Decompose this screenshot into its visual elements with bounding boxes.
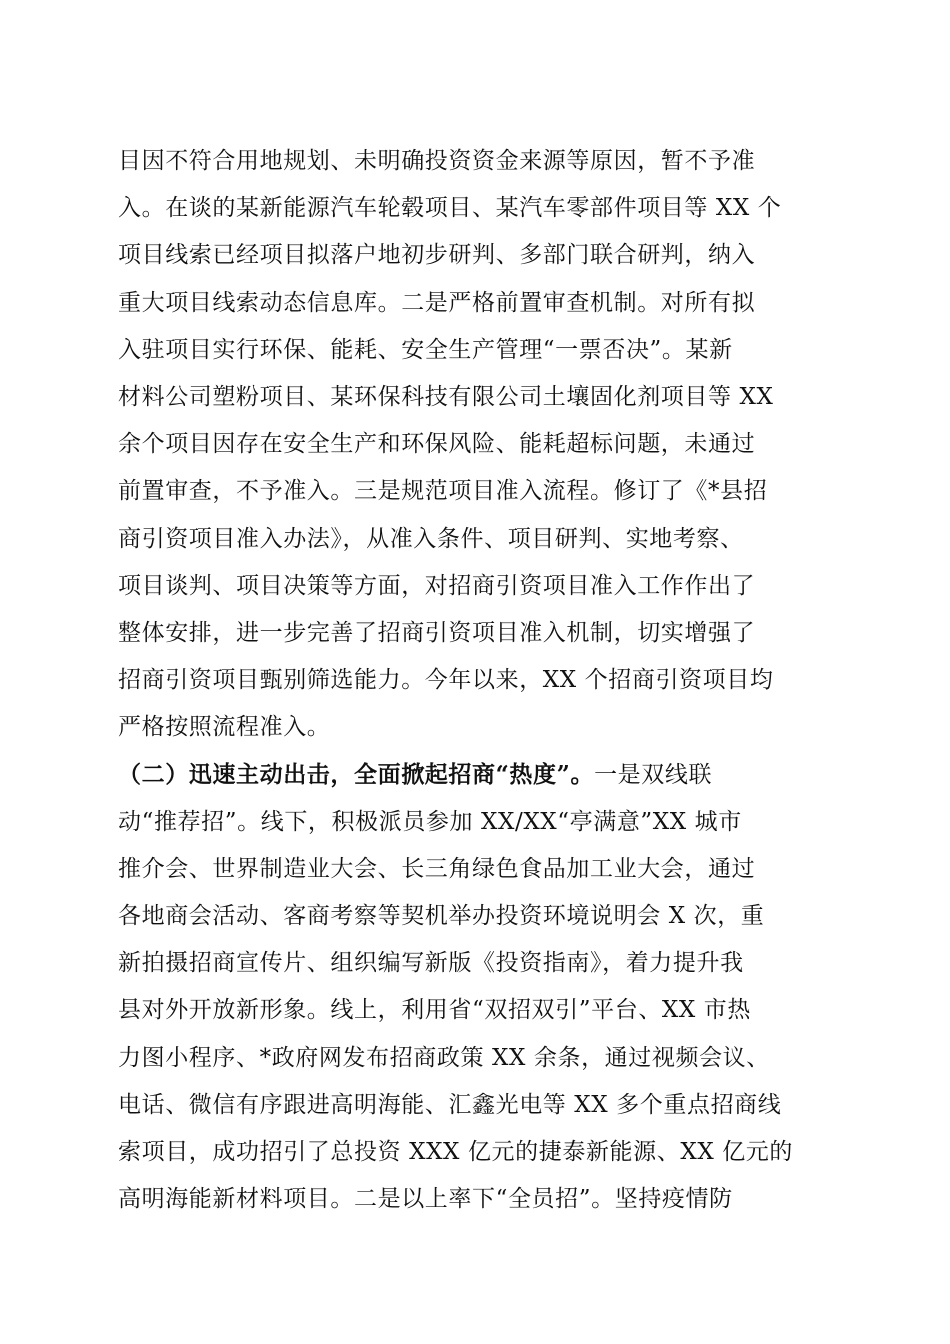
paragraph-line: 各地商会活动、客商考察等契机举办投资环境说明会 X 次，重 [118,903,765,929]
paragraph-1 [118,138,830,751]
paragraph-line: 招商引资项目甄别筛选能力。今年以来，XX 个招商引资项目均 [118,667,774,694]
paragraph-line: 重大项目线索动态信息库。二是严格前置审查机制。对所有拟 [118,289,756,316]
paragraph-line: 高明海能新材料项目。二是以上率下“全员招”。坚持疫情防 [118,1186,733,1213]
paragraph-line: 项目谈判、项目决策等方面，对招商引资项目准入工作作出了 [118,572,756,599]
paragraph-line: 动“推荐招”。线下，积极派员参加 XX/XX“亭满意”XX 城市 [118,808,742,835]
paragraph-line: 县对外开放新形象。线上，利用省“双招双引”平台、XX 市热 [118,997,751,1024]
paragraph-line: 力图小程序、*政府网发布招商政策 XX 余条，通过视频会议、 [118,1044,770,1071]
paragraph-line: 整体安排，进一步完善了招商引资项目准入机制，切实增强了 [118,619,756,646]
section-heading: （二）迅速主动出击，全面掀起招商“热度”。 [118,761,595,789]
paragraph-line: 新拍摄招商宣传片、组织编写新版《投资指南》，着力提升我 [118,950,744,977]
paragraph-line: 电话、微信有序跟进高明海能、汇鑫光电等 XX 多个重点招商线 [118,1091,782,1118]
paragraph-line: 材料公司塑粉项目、某环保科技有限公司土壤固化剂项目等 XX [118,383,774,410]
paragraph-line: 前置审查，不予准入。三是规范项目准入流程。修订了《*县招 [118,478,768,505]
paragraph-line: 索项目，成功招引了总投资 XXX 亿元的捷泰新能源、XX 亿元的 [118,1138,794,1165]
paragraph-line: 余个项目因存在安全生产和环保风险、能耗超标问题，未通过 [118,431,756,458]
paragraph-line: 推介会、世界制造业大会、长三角绿色食品加工业大会，通过 [118,855,756,882]
paragraph-line: 入。在谈的某新能源汽车轮毂项目、某汽车零部件项目等 XX 个 [118,195,782,222]
paragraph-first-line [118,751,830,798]
paragraph-line: 入驻项目实行环保、能耗、安全生产管理“一票否决”。某新 [118,336,733,363]
heading-continuation: 一是双线联 [594,762,713,789]
paragraph-line: 项目线索已经项目拟落户地初步研判、多部门联合研判，纳入 [118,242,756,269]
paragraph-2 [118,751,830,1223]
paragraph-line: 目因不符合用地规划、未明确投资资金来源等原因，暂不予准 [118,148,756,174]
paragraph-line: 严格按照流程准入。 [118,714,331,741]
paragraph-line: 商引资项目准入办法》，从准入条件、项目研判、实地考察、 [118,525,744,552]
body-text [118,138,830,1223]
